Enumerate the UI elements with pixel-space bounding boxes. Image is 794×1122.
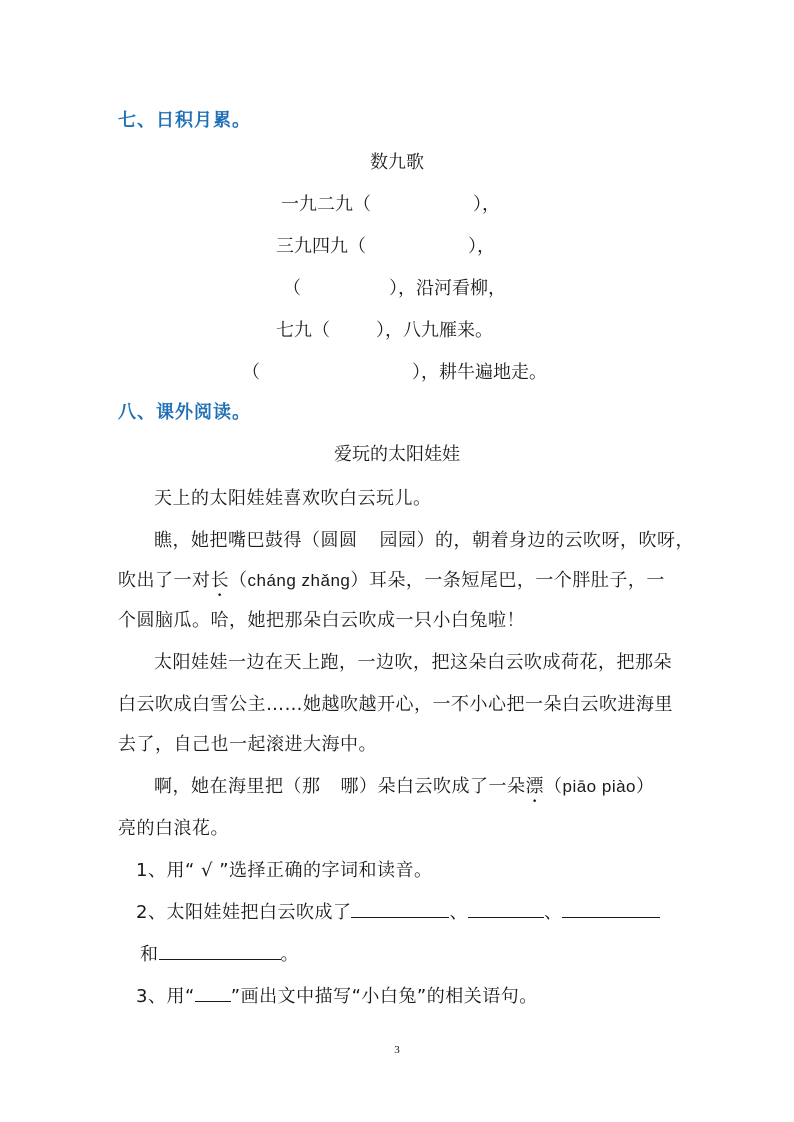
story-paragraph-4-line-2: 亮的白浪花。: [118, 818, 229, 839]
poem-line-4-pre: 七九（: [276, 320, 330, 341]
p2-line2-post: ）耳朵，一条短尾巴，一个胖肚子，一: [350, 570, 665, 591]
pinyin-choice-piao[interactable]: piāo piào: [562, 777, 637, 796]
question-2-end: 。: [280, 944, 299, 965]
question-2-sep-2: 、: [543, 902, 563, 923]
question-3-post: ”画出文中描写“小白兔”的相关语句。: [230, 986, 538, 1007]
story-paragraph-2-line-1: [154, 526, 694, 552]
choice-na[interactable]: 啊，她在海里把（那: [154, 776, 321, 797]
story-paragraph-3-line-1: 太阳娃娃一边在天上跑，一边吹，把这朵白云吹成荷花，把那朵: [154, 652, 672, 673]
poem-title: 数九歌: [370, 152, 424, 173]
poem-line-1-post: ），: [473, 194, 500, 215]
question-2-line-1: [136, 898, 660, 924]
question-1: 1、用“ √ ”选择正确的字词和读音。: [136, 860, 433, 881]
page-number: 3: [394, 1044, 400, 1056]
poem-line-1-pre: 一九二九（: [281, 194, 371, 215]
story-paragraph-2-line-2: [118, 566, 665, 601]
choice-na-2[interactable]: 哪）朵白云吹成了一朵: [340, 776, 526, 797]
pinyin-choice-chang[interactable]: cháng zhǎng: [247, 571, 351, 590]
question-3-pre: 3、用“: [136, 986, 195, 1007]
poem-line-3: [283, 274, 506, 300]
choice-yuanyuan-2[interactable]: 园园）的，朝着身边的云吹呀，吹呀，: [379, 530, 694, 551]
story-title: 爱玩的太阳娃娃: [334, 444, 460, 465]
poem-line-5-post: ），耕牛遍地走。: [412, 362, 547, 383]
p2-paren-open: （: [229, 570, 248, 591]
question-2-text: 2、太阳娃娃把白云吹成了: [136, 902, 352, 923]
dotted-char-chang: 长: [210, 570, 229, 591]
answer-blank-4[interactable]: [159, 943, 281, 960]
poem-line-5-pre: （: [242, 362, 260, 383]
poem-line-4-post: ），八九雁来。: [376, 320, 493, 341]
answer-blank-2[interactable]: [468, 901, 544, 918]
poem-line-2-post: ），: [468, 236, 495, 257]
poem-line-2-pre: 三九四九（: [276, 236, 366, 257]
story-paragraph-1: 天上的太阳娃娃喜欢吹白云玩儿。: [154, 488, 432, 509]
poem-line-5: [242, 358, 547, 384]
poem-line-3-post: ），沿河看柳，: [389, 278, 506, 299]
underline-sample: [195, 987, 231, 1002]
section-7-title: 七、日积月累。: [118, 110, 251, 131]
question-2-sep-1: 、: [449, 902, 468, 923]
section-8-title: 八、课外阅读。: [118, 402, 251, 423]
story-paragraph-2-line-3: 个圆脑瓜。哈，她把那朵白云吹成一只小白兔啦！: [118, 610, 525, 631]
p2-line2-pre: 吹出了一对: [118, 570, 211, 591]
p4-paren-open: （: [544, 776, 563, 797]
poem-line-4: [276, 316, 493, 342]
choice-yuanyuan[interactable]: 瞧，她把嘴巴鼓得（圆圆: [154, 530, 358, 551]
p4-paren-close: ）: [636, 776, 655, 797]
answer-blank-1[interactable]: [351, 901, 449, 918]
dotted-char-piao: 漂: [525, 776, 544, 797]
story-paragraph-3-line-3: 去了，自己也一起滚进大海中。: [118, 734, 377, 755]
poem-line-3-pre: （: [283, 278, 301, 299]
story-paragraph-4-line-1: [154, 772, 655, 807]
question-2-line-2: [140, 940, 299, 966]
question-3: [136, 982, 538, 1008]
poem-line-2: [276, 232, 495, 258]
poem-line-1: [281, 190, 500, 216]
answer-blank-3[interactable]: [562, 901, 660, 918]
question-2-and: 和: [140, 944, 159, 965]
story-paragraph-3-line-2: 白云吹成白雪公主……她越吹越开心，一不小心把一朵白云吹进海里: [118, 694, 673, 715]
